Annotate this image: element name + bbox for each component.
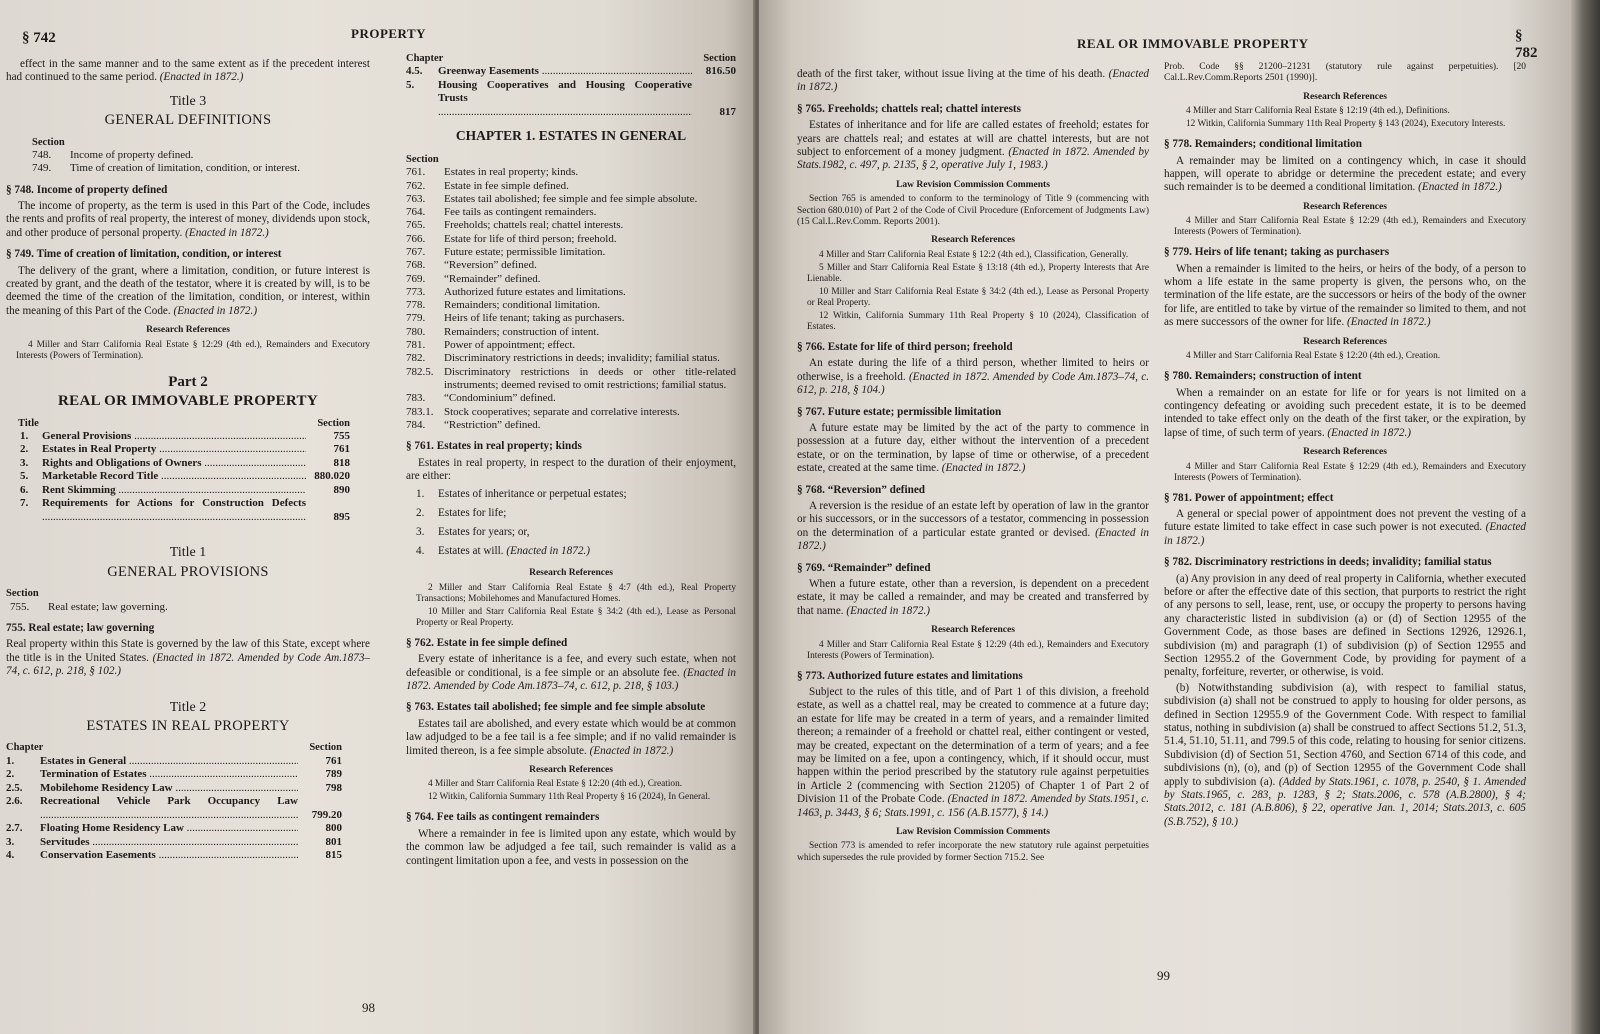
research-reference: 12 Witkin, California Summary 11th Real Property § 16 (2024), In General.: [428, 792, 711, 803]
title-2-label: Title 2: [169, 699, 207, 715]
research-reference: 4 Miller and Starr California Real Estate § 12:19 (4th ed.), Definitions.: [1186, 106, 1450, 117]
toc-row: 6. Rent Skimming ..... 890: [20, 484, 350, 498]
research-references-heading: Research References: [1303, 336, 1387, 347]
section-763-heading: § 763. Estates tail abolished; fee simple and fee simple absolute: [406, 701, 706, 714]
part-2-name: REAL OR IMMOVABLE PROPERTY: [58, 393, 318, 410]
research-references-heading: Research References: [529, 568, 613, 579]
toc-row: 2.5. Mobilehome Residency Law ..... 798: [6, 782, 342, 796]
section-781-heading: § 781. Power of appointment; effect: [1164, 491, 1334, 504]
toc-row: 2. Estates in Real Property ..... 761: [20, 443, 350, 457]
research-reference: 4 Miller and Starr California Real Estate § 12:29 (4th ed.), Remainders and Executory Interests (Powers of Termination).: [807, 639, 1149, 661]
toc-row: 2. Termination of Estates ..... 789: [6, 768, 342, 782]
research-references-heading: Research References: [1303, 447, 1387, 458]
section-list-item: 763. Estates tail abolished; fee simple and fee simple absolute.: [406, 192, 698, 205]
section-764-text: Where a remainder in fee is limited upon any estate, which would by the common law be adjudged a fee tail, such remainder is valid as a contingent limitation upon a fee, and vests in possession on the: [406, 827, 736, 867]
toc-row: 1. Estates in General ..... 761: [6, 755, 342, 769]
toc-row: 3. Servitudes ..... 801: [6, 836, 342, 850]
section-list-item: 783.1. Stock cooperatives; separate and correlative interests.: [406, 405, 680, 418]
part-toc: [6, 430, 370, 525]
section-749-heading: § 749. Time of creation of limitation, condition, or interest: [6, 248, 282, 261]
toc-row: 1. General Provisions ..... 755: [20, 430, 350, 444]
section-769-text: When a future estate, other than a reversion, is dependent on a precedent estate, it may be called a remainder, and may be created and transferred by that name. (Enacted in 1872.): [797, 577, 1149, 617]
section-767-text: A future estate may be limited by the act of the party to commence in possession at a future day, either without the intervention of a precedent estate, or on the termination, by lapse of time or otherwise, of a precedent estate, created at the same time. (Enacted in 1872.): [797, 421, 1149, 475]
toc-row: 2.7. Floating Home Residency Law ..... 800: [6, 822, 342, 836]
left-page-header: [6, 24, 743, 50]
section-768-text: A reversion is the residue of an estate left by operation of law in the grantor or his successors, or in the successors of a testator, commencing in possession on the determination of a particular estate granted or devised. (Enacted in 1872.): [797, 499, 1150, 553]
section-label: Section: [32, 136, 65, 148]
section-782-heading: § 782. Discriminatory restrictions in deeds; invalidity; familial status: [1164, 556, 1492, 569]
section-764-heading: § 764. Fee tails as contingent remainders: [406, 811, 600, 824]
right-page-header: [799, 24, 1545, 61]
toc-row: 7. Requirements for Actions for Construction Defects ..... 895: [20, 497, 350, 524]
right-page: [759, 0, 1571, 1034]
section-761-text: Estates in real property, in respect to the duration of their enjoyment, are either:: [406, 456, 736, 482]
research-references-heading: Research References: [529, 765, 613, 776]
research-reference: 4 Miller and Starr California Real Estate § 12:20 (4th ed.), Creation.: [428, 779, 683, 790]
toc-row: 5. Marketable Record Title ..... 880.020: [20, 470, 350, 484]
right-header-section: § 782: [1515, 28, 1538, 61]
enum-item: 2. Estates for life;: [416, 507, 507, 520]
enum-item: 1. Estates of inheritance or perpetual estates;: [416, 488, 627, 501]
section-748-heading: § 748. Income of property defined: [6, 183, 168, 196]
chapter-1-section-list: [406, 166, 736, 432]
research-references-heading: Research References: [146, 325, 230, 336]
law-revision-comment-continued: Prob. Code §§ 21200–21231 (statutory rule against perpetuities). [20 Cal.L.Rev.Comm.Reports 2501 (1990)].: [1164, 62, 1526, 84]
law-revision-comment: Section 765 is amended to conform to the terminology of Title 9 (commencing with Section 680.010) of Part 2 of the Code of Civil Procedure (Enforcement of Judgments Law) (15 Cal.L.Rev.Comm. Reports 2001).: [797, 194, 1149, 228]
toc-row: 2.6. Recreational Vehicle Park Occupancy Law ..... 799.20: [6, 795, 342, 822]
research-references-heading: Research References: [1303, 91, 1387, 102]
section-765-text: Estates of inheritance and for life are called estates of freehold; estates for years are chattels real; and estates at will are chattel interests, but are not subject to enforcement of a money judgment. (Enacted in 1872. Amended by Stats.1982, c. 497, p. 2135, § 2, operative July 1, 1983.): [797, 119, 1149, 172]
title-1-name: GENERAL PROVISIONS: [107, 563, 269, 580]
section-list-item: 755. Real estate; law governing.: [10, 600, 168, 613]
section-778-text: A remainder may be limited on a contingency which, in case it should happen, will operate to abridge or determine the precedent estate; and every such remainder is to be deemed a conditional limitation. (Enacted in 1872.): [1164, 154, 1526, 194]
carryover-paragraph: effect in the same manner and to the same extent as if the precedent interest had continued to the same period. (Enacted in 1872.): [6, 58, 370, 84]
section-list-item: 764. Fee tails as contingent remainders.: [406, 206, 597, 219]
section-763-text: Estates tail are abolished, and every estate which would be at common law adjudged to be a fee tail is a fee simple; and if no valid remainder is limited thereon, is a fee simple absolute. (Enacted in 1872.): [406, 717, 736, 757]
section-780-heading: § 780. Remainders; construction of intent: [1164, 370, 1362, 383]
section-773-heading: § 773. Authorized future estates and limitations: [797, 669, 1023, 682]
section-list-item: 748. Income of property defined.: [32, 149, 194, 162]
left-page-column-1: [6, 58, 370, 863]
carryover-paragraph: death of the first taker, without issue living at the time of his death. (Enacted in 1872.): [797, 68, 1150, 94]
section-list-item: 784. “Restriction” defined.: [406, 418, 541, 431]
section-778-heading: § 778. Remainders; conditional limitation: [1164, 138, 1362, 151]
section-list-item: 767. Future estate; permissible limitation.: [406, 246, 606, 258]
section-label: Section: [6, 588, 39, 600]
law-revision-comments-heading: Law Revision Commission Comments: [896, 827, 1050, 838]
section-748-text: The income of property, as the term is used in this Part of the Code, includes the rents and profits of real property, the interest of money, dividends upon stock, and other produce of personal property. (Enacted in 1872.): [6, 200, 370, 239]
research-reference: 4 Miller and Starr California Real Estate § 12:29 (4th ed.), Remainders and Executory Interests (Powers of Termination).: [1174, 216, 1526, 238]
title-2-name: ESTATES IN REAL PROPERTY: [86, 717, 290, 734]
toc-row: 3. Rights and Obligations of Owners ..... 818: [20, 457, 350, 471]
left-header-section: § 742: [22, 30, 56, 46]
research-reference: 4 Miller and Starr California Real Estate § 12:20 (4th ed.), Creation.: [1186, 351, 1441, 362]
section-list-item: 766. Estate for life of third person; freehold.: [406, 232, 617, 245]
research-reference: 12 Witkin, California Summary 11th Real Property § 143 (2024), Executory Interests.: [1186, 119, 1506, 130]
section-755-heading: 755. Real estate; law governing: [6, 621, 155, 634]
toc-row: 4. Conservation Easements ..... 815: [6, 849, 342, 863]
section-761-heading: § 761. Estates in real property; kinds: [406, 440, 582, 453]
section-766-text: An estate during the life of a third person, whether limited to heirs or otherwise, is a freehold. (Enacted in 1872. Amended by Code Am.1873–74, c. 612, p. 218, § 104.): [797, 357, 1150, 397]
toc-row: 4.5. Greenway Easements ..... 816.50: [406, 65, 736, 79]
section-list-item: 780. Remainders; construction of intent.: [406, 325, 600, 338]
section-755-text: Real property within this State is governed by the law of this State, except where the title is in the United States. (Enacted in 1872. Amended by Code Am.1873–74, c. 612, p. 218, § 102.): [6, 638, 371, 678]
part-toc-header: Title Section: [18, 417, 350, 429]
section-list-item: 779. Heirs of life tenant; taking as purchasers.: [406, 312, 625, 325]
section-list-item: 768. “Reversion” defined.: [406, 259, 537, 272]
left-running-head: PROPERTY: [351, 26, 427, 41]
section-782-subdivision-b: (b) Notwithstanding subdivision (a), with respect to familial status, subdivision (a) shall not be construed to apply to housing for older persons, as defined in Section 12955.9 of the Government Code. With respect to familial status, nothing in subdivision (a) shall be construed to affect Sections 51.2, 51.3, 51.4, 51.10, 51.11, and 799.5 of this code, relating to housing for senior citizens. Subdivision (d) of Section 51, Section 4760, and Section 6714 of this code, and subdivisions (n), (o), and (p) of Section 12955 of the Government Code shall apply to subdivision (a). (Added by Stats.1961, c. 1078, p. 2540, § 1. Amended by Stats.1965, c. 283, p. 1283, § 2; Stats.2006, c. 578 (A.B.2800), § 4; Stats.2012, c. 181 (A.B.806), § 22, operative Jan. 1, 2014; Stats.2013, c. 605 (S.B.752), § 10.): [1164, 681, 1526, 828]
section-list-item: 762. Estate in fee simple defined.: [406, 179, 569, 192]
title-2-toc: [6, 755, 370, 863]
research-references-heading: Research References: [931, 625, 1015, 636]
research-reference: 10 Miller and Starr California Real Estate § 34:2 (4th ed.), Lease as Personal Property or Real Property.: [416, 606, 736, 628]
section-781-text: A general or special power of appointment does not prevent the vesting of a future estate limited to take effect in case such power is not executed. (Enacted in 1872.): [1164, 507, 1527, 547]
research-reference: 2 Miller and Starr California Real Estate § 4:7 (4th ed.), Real Property Transactions; Mobilehomes and Manufactured Homes.: [416, 582, 736, 604]
section-label: Section: [406, 153, 439, 165]
section-list-item: 765. Freeholds; chattels real; chattel interests.: [406, 219, 624, 232]
section-762-text: Every estate of inheritance is a fee, and every such estate, when not defeasible or conditional, is a fee simple or an absolute fee. (Enacted in 1872. Amended by Code Am.1873–74, c. 612, p. 218, § 103.): [406, 653, 736, 692]
title-3-name: GENERAL DEFINITIONS: [104, 112, 272, 129]
title-2-toc-header: Chapter Section: [6, 742, 342, 754]
section-list-item: 778. Remainders; conditional limitation.: [406, 299, 601, 312]
research-reference: 12 Witkin, California Summary 11th Real Property § 10 (2024), Classification of Estates.: [807, 310, 1149, 332]
law-revision-comment: Section 773 is amended to refer incorporate the new statutory rule against perpetuities which supersedes the rule provided by former Section 715.2. See: [797, 841, 1149, 863]
title-3-label: Title 3: [169, 93, 207, 109]
section-773-text: Subject to the rules of this title, and of Part 1 of this division, a freehold estate, as well as a chattel real, may be created to commence at a future day; an estate for life may be created in a term of years, and a remainder limited thereon; a remainder of a freehold or chattel real, either contingent or vested, may be created, expectant on the determination of a term of years; and a fee may be limited on a fee, upon a contingency, which, if it should occur, must happen within the period prescribed by the statutory rule against perpetuities in Article 2 (commencing with Section 21205) of Chapter 1 of Part 2 of Division 11 of the Probate Code. (Enacted in 1872. Amended by Stats.1951, c. 1463, p. 3443, § 6; Stats.1991, c. 156 (A.B.1577), § 14.): [797, 686, 1149, 819]
research-reference: 4 Miller and Starr California Real Estate § 12:29 (4th ed.), Remainders and Executory Interests (Powers of Termination).: [16, 339, 370, 361]
enum-item: 4. Estates at will. (Enacted in 1872.): [416, 545, 590, 558]
law-revision-comments-heading: Law Revision Commission Comments: [896, 179, 1050, 190]
section-749-text: The delivery of the grant, where a limitation, condition, or future interest is created by grant, and the death of the testator, where it is created by will, is to be deemed the time of the creation of the limitation, condition, or interest, within the meaning of this Part of the Code. (Enacted in 1872.): [6, 264, 370, 317]
section-list-item: 782. Discriminatory restrictions in deeds; invalidity; familial status.: [406, 352, 720, 365]
section-list-item: 781. Power of appointment; effect.: [406, 339, 576, 352]
section-list-item: 773. Authorized future estates and limitations.: [406, 285, 626, 298]
research-references-heading: Research References: [1303, 201, 1387, 212]
title-1-label: Title 1: [169, 545, 207, 561]
chapter-toc-header: Chapter Section: [406, 53, 736, 64]
part-2-label: Part 2: [168, 373, 208, 390]
left-page-column-2: [406, 52, 736, 870]
section-766-heading: § 766. Estate for life of third person; freehold: [797, 340, 1013, 353]
section-list-item: 749. Time of creation of limitation, condition, or interest.: [32, 162, 300, 175]
right-running-head: REAL OR IMMOVABLE PROPERTY: [1077, 36, 1309, 51]
left-page-number: 98: [362, 1000, 375, 1015]
section-list-item: 769. “Remainder” defined.: [406, 272, 541, 285]
section-769-heading: § 769. “Remainder” defined: [797, 561, 931, 574]
section-list-item: 782.5. Discriminatory restrictions in deeds or other title-related instruments; deemed revised to omit restrictions; familial status.: [406, 365, 736, 391]
right-page-column-1: [797, 68, 1149, 866]
section-list-item: 761. Estates in real property; kinds.: [406, 166, 579, 179]
section-765-heading: § 765. Freeholds; chattels real; chattel interests: [797, 102, 1022, 115]
toc-row: 5. Housing Cooperatives and Housing Cooperative Trusts ..... 817: [406, 79, 736, 120]
research-reference: 5 Miller and Starr California Real Estate § 13:18 (4th ed.), Property Interests that Are Lienable.: [807, 262, 1149, 284]
research-reference: 4 Miller and Starr California Real Estate § 12:2 (4th ed.), Classification, Generally.: [819, 249, 1129, 260]
right-page-number: 99: [1157, 968, 1170, 983]
right-page-column-2: [1164, 62, 1526, 831]
section-762-heading: § 762. Estate in fee simple defined: [406, 636, 568, 649]
section-782-subdivision-a: (a) Any provision in any deed of real property in California, whether executed before or after the effective date of this section, that purports to restrict the right of any persons to sell, lease, rent, use, or occupy the property to persons having any characteristic listed in subdivision (a) or (d) of Section 12955 of the Government Code, as those bases are defined in Sections 12926, 12926.1, subdivision (m) and paragraph (1) of subdivision (p) of Section 12955 and Section 12955.2 of the Government Code, by providing for payment of a penalty, forfeiture, reverter, or otherwise, is void.: [1164, 572, 1526, 679]
left-page: [0, 0, 755, 1034]
book-page-edge: [1571, 0, 1600, 1034]
enum-item: 3. Estates for years; or,: [416, 526, 530, 539]
research-references-heading: Research References: [931, 235, 1015, 246]
research-reference: 4 Miller and Starr California Real Estate § 12:29 (4th ed.), Remainders and Executory Interests (Powers of Termination).: [1174, 461, 1526, 483]
section-779-heading: § 779. Heirs of life tenant; taking as purchasers: [1164, 246, 1390, 259]
section-767-heading: § 767. Future estate; permissible limitation: [797, 405, 1002, 418]
chapter-1-title: CHAPTER 1. ESTATES IN GENERAL: [455, 128, 687, 144]
section-list-item: 783. “Condominium” defined.: [406, 392, 556, 405]
research-reference: 10 Miller and Starr California Real Estate § 34:2 (4th ed.), Lease as Personal Property or Real Property.: [807, 286, 1149, 308]
section-768-heading: § 768. “Reversion” defined: [797, 483, 926, 496]
section-780-text: When a remainder on an estate for life or for years is not limited on a contingency defeating or avoiding such precedent estate, it is to be deemed intended to take effect only on the death of the first taker, or the expiration, by lapse of time, of such term of years. (Enacted in 1872.): [1164, 386, 1526, 439]
section-779-text: When a remainder is limited to the heirs, or heirs of the body, of a person to whom a life estate in the same property is given, the persons who, on the termination of the life estate, are the successors or heirs of the body of the owner for life, are entitled to take by virtue of the remainder so limited to them, and not as mere successors of the owner for life. (Enacted in 1872.): [1164, 262, 1526, 329]
